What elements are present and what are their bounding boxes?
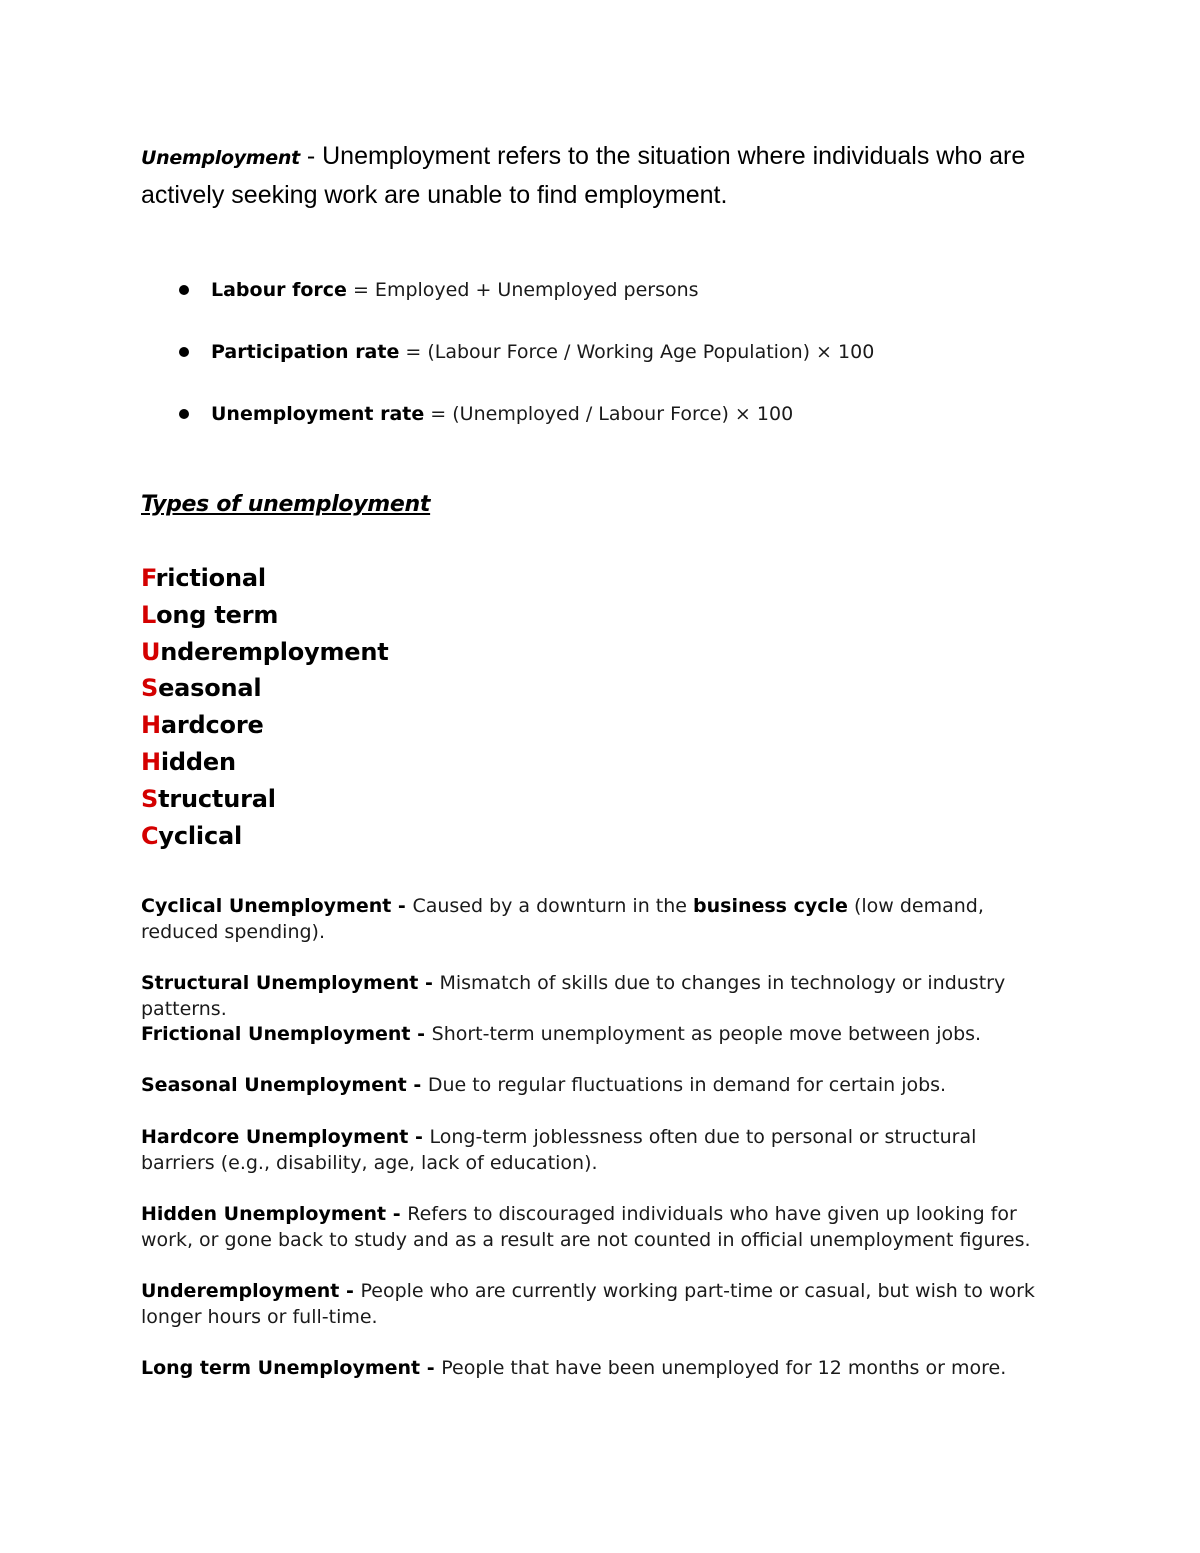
acronym-item (141, 597, 389, 634)
formula-list (141, 272, 874, 458)
acronym-letter: S (141, 784, 159, 813)
definition-term: Structural Unemployment - (141, 972, 440, 994)
acronym-rest: nderemployment (160, 637, 389, 666)
bullet-icon (179, 285, 189, 295)
acronym-letter: H (141, 747, 161, 776)
definition-text: Mismatch of skills due to changes in technology or industry patterns. (141, 972, 1006, 1020)
definition-term: Underemployment - (141, 1280, 361, 1302)
definition-long-term (141, 1355, 1051, 1381)
definition-text: Due to regular fluctuations in demand for certain jobs. (427, 1074, 947, 1096)
formula-label: Labour force (211, 279, 347, 301)
formula-text: = Employed + Unemployed persons (346, 279, 699, 301)
definition-text: People that have been unemployed for 12 months or more. (441, 1357, 1007, 1379)
acronym-letter: S (141, 674, 159, 703)
bullet-icon (179, 409, 189, 419)
definition-term: Cyclical Unemployment - (141, 895, 413, 917)
acronym-letter: L (141, 600, 157, 629)
acronym-letter: C (141, 821, 159, 850)
acronym-item (141, 744, 389, 781)
acronym-list (141, 560, 389, 854)
definition-cyclical (141, 893, 1051, 945)
intro-definition: Unemployment refers to the situation where individuals who are actively seeking work are unable to find employment. (141, 142, 1026, 209)
definition-text: People who are currently working part-time or casual, but wish to work longer hours or full-time. (141, 1280, 1035, 1328)
formula-item-labour-force (141, 272, 874, 334)
acronym-item (141, 781, 389, 818)
definition-frictional (141, 1021, 1051, 1047)
definition-term: Long term Unemployment - (141, 1357, 442, 1379)
formula-text: = (Unemployed / Labour Force) × 100 (424, 403, 794, 425)
definition-term: Seasonal Unemployment - (141, 1074, 428, 1096)
intro-term: Unemployment (141, 147, 300, 169)
formula-item-participation-rate (141, 334, 874, 396)
definition-text: Refers to discouraged individuals who have given up looking for work, or gone back to study and as a result are not counted in official unemployment figures. (141, 1203, 1031, 1251)
definition-hidden (141, 1201, 1051, 1253)
acronym-rest: tructural (158, 784, 276, 813)
formula-label: Participation rate (211, 341, 400, 363)
definition-structural (141, 970, 1051, 1022)
acronym-letter: U (141, 637, 161, 666)
acronym-item (141, 670, 389, 707)
definition-text: (low demand, reduced spending). (141, 895, 984, 943)
definition-seasonal (141, 1072, 1051, 1098)
acronym-rest: yclical (158, 821, 242, 850)
acronym-rest: ong term (156, 600, 279, 629)
definition-underemployment (141, 1278, 1051, 1330)
acronym-rest: idden (160, 747, 236, 776)
intro-separator: - (299, 142, 323, 170)
definition-hardcore (141, 1124, 1051, 1176)
acronym-rest: rictional (155, 564, 266, 592)
formula-item-unemployment-rate (141, 396, 874, 458)
definition-emphasis: business cycle (693, 895, 848, 917)
acronym-item (141, 707, 389, 744)
formula-label: Unemployment rate (211, 403, 425, 425)
acronym-letter: H (141, 711, 161, 740)
intro-paragraph (141, 138, 1061, 214)
formula-text: = (Labour Force / Working Age Population) × 100 (399, 341, 875, 363)
acronym-item (141, 634, 389, 671)
definition-term: Hidden Unemployment - (141, 1203, 408, 1225)
acronym-rest: ardcore (160, 711, 264, 740)
bullet-icon (179, 347, 189, 357)
acronym-letter: F (141, 564, 156, 592)
acronym-item (141, 560, 389, 597)
definition-term: Frictional Unemployment - (141, 1023, 432, 1045)
definition-text: Caused by a downturn in the (412, 895, 694, 917)
definition-text: Long-term joblessness often due to personal or structural barriers (e.g., disability, age, lack of education). (141, 1126, 977, 1174)
definition-text: Short-term unemployment as people move between jobs. (431, 1023, 982, 1045)
acronym-rest: easonal (158, 674, 262, 703)
definition-term: Hardcore Unemployment - (141, 1126, 430, 1148)
acronym-item (141, 818, 389, 855)
types-heading: Types of unemployment (141, 492, 431, 517)
